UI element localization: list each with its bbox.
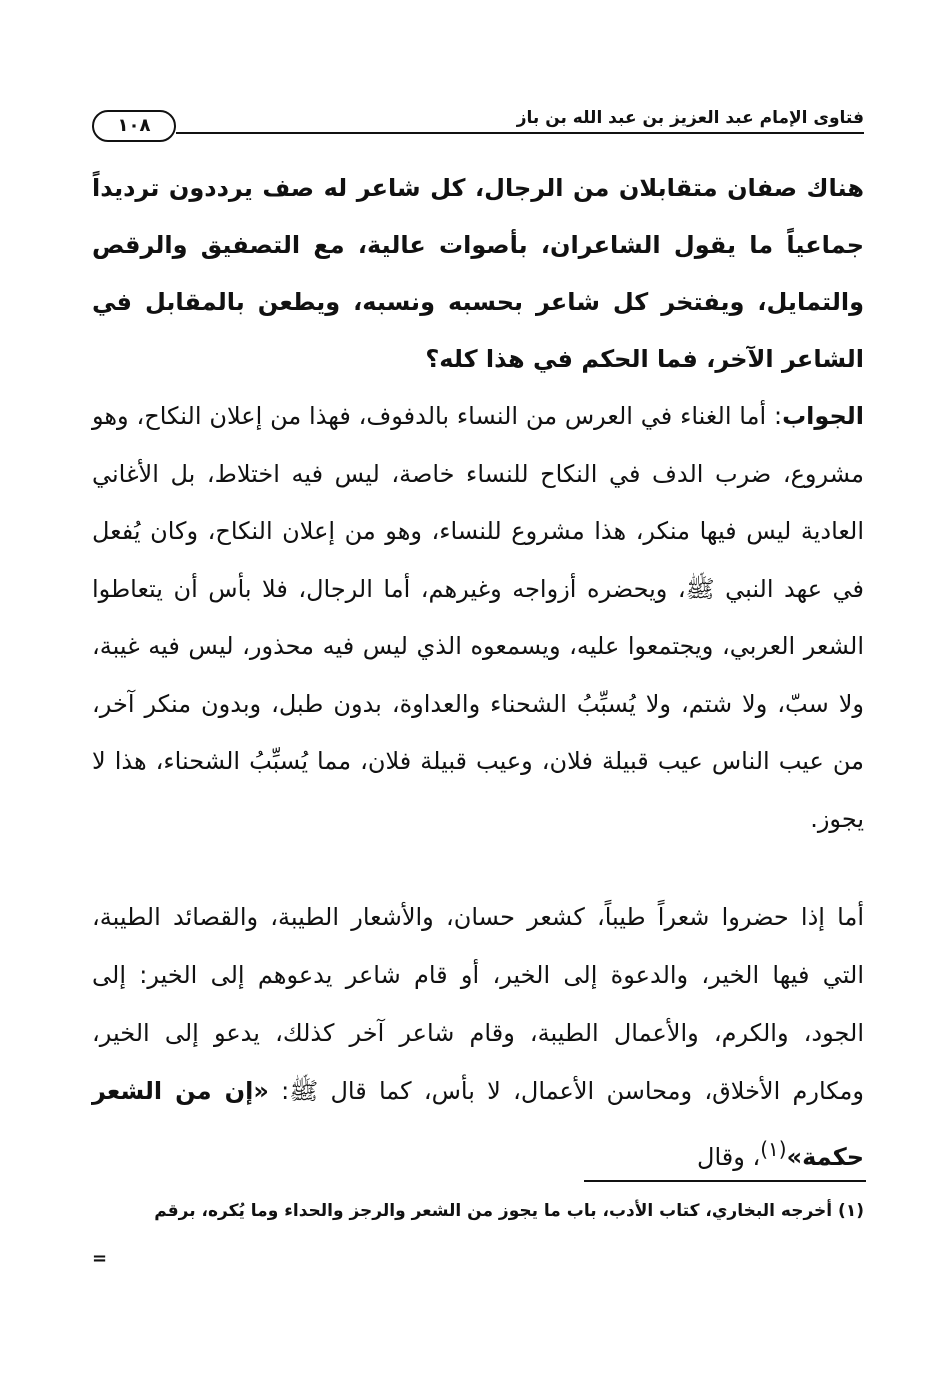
page-number: ١٠٨ bbox=[92, 110, 176, 142]
footnote: (١) أخرجه البخاري، كتاب الأدب، باب ما يجوز من الشعر والرجز والحداء وما يُكره، برقم bbox=[154, 1201, 864, 1221]
answer-text: : أما الغناء في العرس من النساء بالدفوف، فهذا من إعلان النكاح، وهو مشروع، ضرب الدف في النكاح للنساء خاصة، ليس فيه اختلاط، بل الأغاني العادية ليس فيها منكر، هذا مشروع للنساء، وهو من إعلان النكاح، وكان يُفعل في عهد النبي ﷺ، ويحضره أزواجه وغيرهم، أما الرجال، فلا بأس أن يتعاطوا الشعر العربي، ويجتمعوا عليه، ويسمعوه الذي ليس فيه محذور، ليس فيه غيبة، ولا سبّ، ولا شتم، ولا يُسبِّبُ الشحناء والعداوة، بدون طبل، وبدون منكر آخر، من عيب الناس عيب قبيلة فلان، وعيب قبيلة فلان، مما يُسبِّبُ الشحناء، هذا لا يجوز. bbox=[92, 402, 864, 833]
answer-paragraph bbox=[92, 388, 864, 848]
question-paragraph: هناك صفان متقابلان من الرجال، كل شاعر له صف يرددون ترديداً جماعياً ما يقول الشاعران، بأصوات عالية، مع التصفيق والرقص والتمايل، ويفتخر كل شاعر بحسبه ونسبه، ويطعن بالمقابل في الشاعر الآخر، فما الحكم في هذا كله؟ bbox=[92, 174, 864, 373]
footnote-reference: (١) bbox=[760, 1137, 787, 1161]
page-header bbox=[92, 104, 864, 144]
header-divider bbox=[176, 132, 864, 134]
second-paragraph-tail: ، وقال bbox=[697, 1143, 761, 1171]
hadith-quote: «إن من الشعر حكمة» bbox=[92, 1077, 864, 1171]
book-title: فتاوى الإمام عبد العزيز بن عبد الله بن باز bbox=[516, 108, 864, 128]
second-paragraph-text: أما إذا حضروا شعراً طيباً، كشعر حسان، والأشعار الطيبة، والقصائد الطيبة، التي فيها الخير، والدعوة إلى الخير، أو قام شاعر يدعوهم إلى الخير: إلى الجود، والكرم، والأعمال الطيبة، وقام شاعر آخر كذلك، يدعو إلى الخير، ومكارم الأخلاق، ومحاسن الأعمال، لا بأس، كما قال ﷺ: bbox=[92, 903, 864, 1105]
second-paragraph bbox=[92, 888, 864, 1186]
footnote-continuation: = bbox=[92, 1248, 108, 1269]
answer-label: الجواب bbox=[782, 402, 864, 430]
footnote-divider bbox=[584, 1180, 866, 1182]
